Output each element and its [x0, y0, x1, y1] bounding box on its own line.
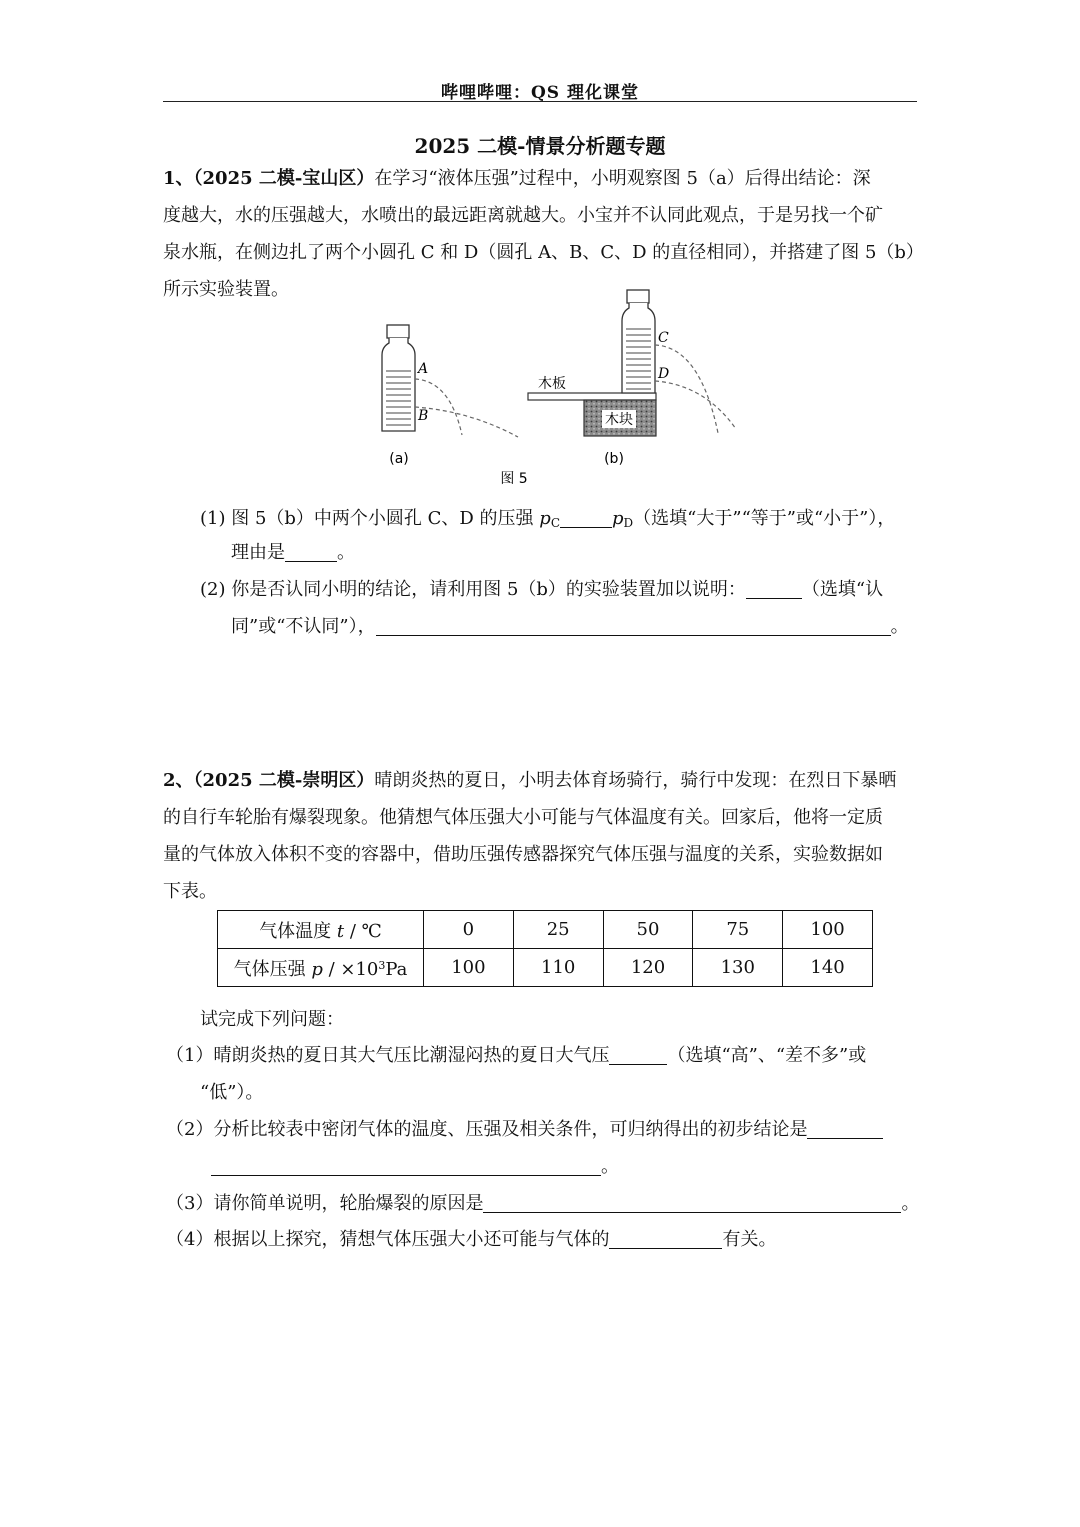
answer-blank-q2-4[interactable]	[609, 1228, 722, 1249]
q1-line-3: 泉水瓶，在侧边扎了两个小圆孔 C 和 D（圆孔 A、B、C、D 的直径相同），并搭建了图 5（b）	[163, 242, 924, 263]
q2-sub2-line-2	[211, 1149, 619, 1184]
q1-line-2: 度越大，水的压强越大，水喷出的最远距离就越大。小宝并不认同此观点，于是另找一个矿	[163, 205, 883, 226]
q1-sub1-reason-label: 理由是	[231, 542, 285, 563]
q1-line-1	[163, 160, 919, 197]
q1-number: 1、	[163, 168, 194, 189]
hole-label-a: A	[418, 361, 429, 377]
q2-sub4	[166, 1222, 926, 1257]
row-label-pressure	[218, 949, 424, 987]
water-stream-a	[415, 379, 462, 435]
q1-sub2-end: 。	[890, 616, 909, 637]
water-stream-d	[655, 381, 736, 429]
table-cell: 0	[424, 911, 514, 949]
table-cell: 110	[513, 949, 603, 987]
subscript-c: C	[550, 516, 561, 530]
temp-symbol: t	[336, 920, 345, 942]
q2-sub2-line-1	[166, 1112, 926, 1147]
page-header: 哔哩哔哩：QS 理化课堂	[440, 83, 639, 103]
table-row-temperature	[218, 911, 873, 949]
temp-unit: / ℃	[344, 920, 382, 942]
q1-source: （2025 二模-宝山区）	[193, 168, 375, 189]
header-divider	[163, 101, 917, 102]
figure-5	[360, 285, 760, 495]
q1-sub2-line-1	[200, 572, 920, 607]
q2-sub2-text: （2）分析比较表中密闭气体的温度、压强及相关条件，可归纳得出的初步结论是	[166, 1119, 808, 1140]
q2-source: （2025 二模-崇明区）	[193, 770, 375, 791]
answer-blank-q2-3[interactable]	[483, 1192, 901, 1213]
block-label: 木块	[605, 412, 633, 428]
q2-intro	[163, 762, 919, 910]
table-row-pressure	[218, 949, 873, 987]
figure-caption: 图 5	[500, 471, 528, 487]
q2-line-1	[163, 762, 919, 799]
answer-blank-q2-1[interactable]	[609, 1044, 667, 1065]
answer-blank-q1-explain[interactable]	[376, 615, 891, 636]
page-title: 2025 二模-情景分析题专题	[414, 134, 666, 158]
table-cell: 25	[513, 911, 603, 949]
answer-blank-q1-reason[interactable]	[285, 541, 337, 562]
table-cell: 75	[693, 911, 783, 949]
q2-sub1-line-1	[166, 1038, 926, 1073]
answer-blank-q1-agree[interactable]	[746, 578, 802, 599]
q2-sub3-end: 。	[901, 1193, 920, 1214]
q2-sub1-text: （1）晴朗炎热的夏日其大气压比潮湿闷热的夏日大气压	[166, 1045, 610, 1066]
board-label: 木板	[538, 376, 566, 392]
hole-label-d: D	[658, 366, 670, 382]
water-stream-c	[655, 345, 718, 433]
q1-sub2-line-2	[231, 609, 909, 644]
q1-sub2-options: （选填“认	[801, 579, 884, 600]
q2-sub3-text: （3）请你简单说明，轮胎爆裂的原因是	[166, 1193, 484, 1214]
hole-label-b: B	[418, 408, 429, 424]
q2-line-4: 下表。	[163, 881, 217, 902]
table-cell: 140	[783, 949, 873, 987]
figure-label-a: (a)	[389, 451, 409, 467]
hole-label-c: C	[658, 330, 669, 346]
q2-prompt: 试完成下列问题：	[200, 1009, 344, 1030]
row-label-temperature	[218, 911, 424, 949]
table-cell: 100	[424, 949, 514, 987]
pressure-unit: Pa	[385, 958, 408, 980]
q2-line-2: 的自行车轮胎有爆裂现象。他猜想气体压强大小可能与气体温度有关。回家后，他将一定质	[163, 807, 883, 828]
q1-sub1-options: （选填“大于”“等于”或“小于”），	[633, 508, 896, 529]
answer-blank-q2-2b[interactable]	[211, 1155, 601, 1176]
pressure-multiplier: / ×10	[322, 958, 379, 980]
q2-sub1-options: （选填“高”、“差不多”或	[667, 1045, 867, 1066]
q1-line-4: 所示实验装置。	[163, 279, 289, 300]
pressure-label-text: 气体压强	[233, 958, 312, 980]
q2-intro-text-1: 晴朗炎热的夏日，小明去体育场骑行，骑行中发现：在烈日下暴晒	[374, 770, 897, 791]
q1-sub1-end: 。	[337, 542, 355, 563]
wooden-board	[528, 393, 656, 400]
q1-intro-text-1: 在学习“液体压强”过程中，小明观察图 5（a）后得出结论：深	[374, 168, 871, 189]
q1-sub1-text: (1) 图 5（b）中两个小圆孔 C、D 的压强	[200, 508, 540, 529]
figure-label-b: (b)	[604, 451, 624, 467]
q2-sub2-end: 。	[601, 1156, 619, 1177]
answer-blank-q2-2a[interactable]	[807, 1118, 883, 1139]
q1-sub2-text: (2) 你是否认同小明的结论，请利用图 5（b）的实验装置加以说明：	[200, 579, 746, 600]
bottle-a	[382, 325, 518, 437]
q2-sub3	[166, 1186, 926, 1221]
table-cell: 50	[603, 911, 693, 949]
q2-sub4-end: 有关。	[722, 1229, 777, 1250]
data-table	[217, 910, 873, 987]
water-stream-b	[415, 407, 518, 437]
bottle-b-setup	[528, 290, 736, 436]
subscript-d: D	[623, 516, 634, 530]
temp-label-text: 气体温度	[259, 920, 337, 942]
p-symbol-d: p	[612, 508, 624, 529]
q2-sub4-text: （4）根据以上探究，猜想气体压强大小还可能与气体的	[166, 1229, 610, 1250]
table-cell: 130	[693, 949, 783, 987]
q1-sub1-line-2	[231, 535, 355, 570]
table-cell: 120	[603, 949, 693, 987]
pressure-exponent: 3	[378, 958, 386, 972]
q2-line-3: 量的气体放入体积不变的容器中，借助压强传感器探究气体压强与温度的关系，实验数据如	[163, 844, 883, 865]
answer-blank-q1-1[interactable]	[560, 507, 612, 528]
q2-number: 2、	[163, 770, 194, 791]
q2-sub1-line-2: “低”）。	[200, 1082, 264, 1103]
q1-sub2-options-cont: 同”或“不认同”），	[231, 616, 376, 637]
p-symbol-c: p	[539, 508, 551, 529]
table-cell: 100	[783, 911, 873, 949]
pressure-symbol: p	[311, 958, 323, 980]
